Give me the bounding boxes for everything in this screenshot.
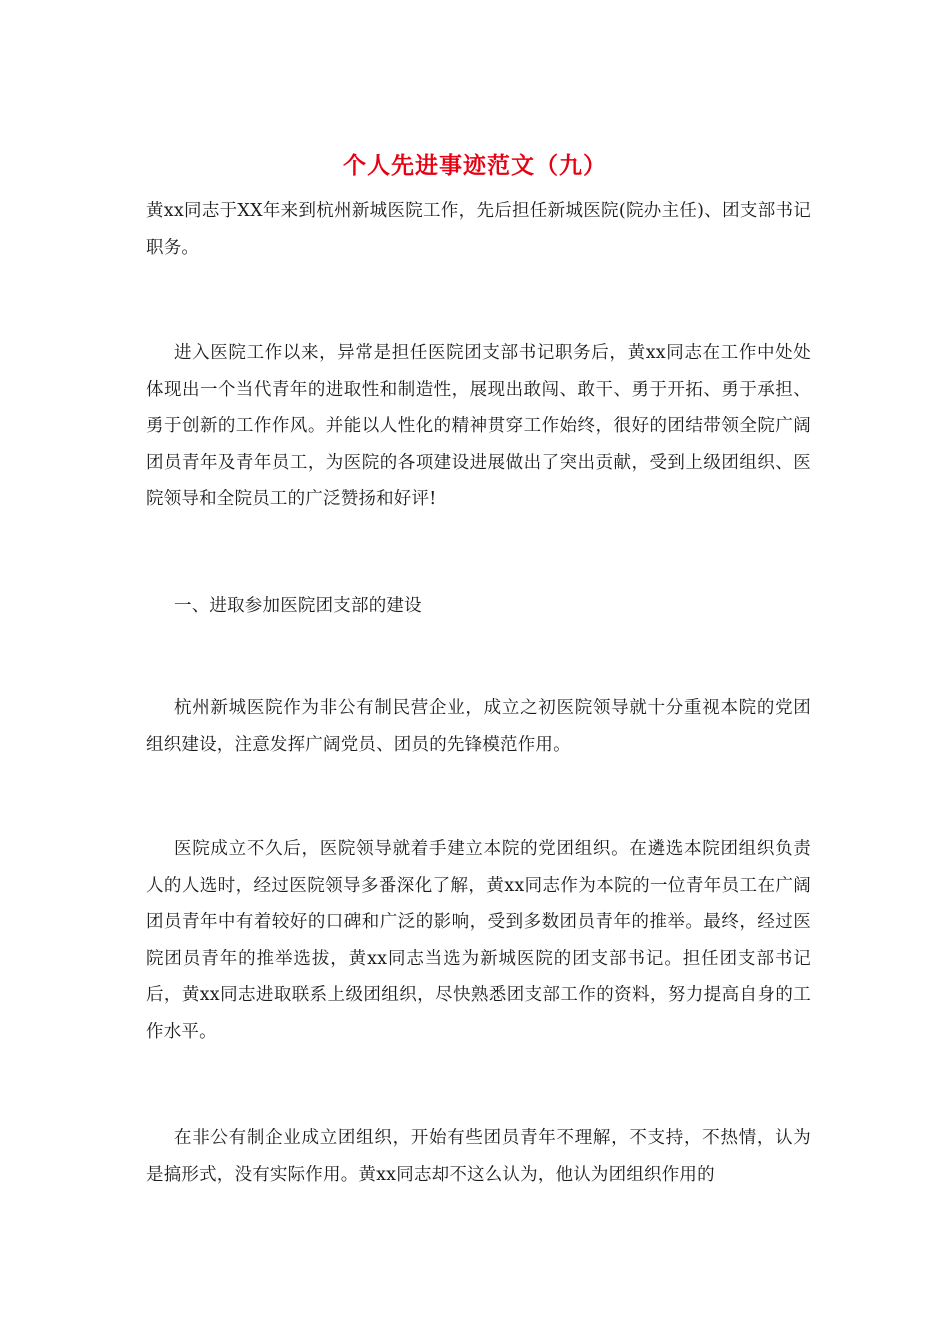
paragraph-overview: 进入医院工作以来，异常是担任医院团支部书记职务后，黄xx同志在工作中处处体现出一个当代青年的进取性和制造性，展现出敢闯、敢干、勇于开拓、勇于承担、勇于创新的工作作风。并能以人性化的精神贯穿工作始终，很好的团结带领全院广阔团员青年及青年员工，为医院的各项建设进展做出了突出贡献，受到上级团组织、医院领导和全院员工的广泛赞扬和好评! (146, 343, 811, 510)
section-heading-1: 一、进取参加医院团支部的建设 (174, 596, 422, 616)
document-title: 个人先进事迹范文（九） (343, 152, 607, 179)
paragraph-election: 医院成立不久后，医院领导就着手建立本院的党团组织。在遴选本院团组织负责人的人选时，经过医院领导多番深化了解，黄xx同志作为本院的一位青年员工在广阔团员青年中有着较好的口碑和广泛的影响，受到多数团员青年的推举。最终，经过医院团员青年的推举选拔，黄xx同志当选为新城医院的团支部书记。担任团支部书记后，黄xx同志进取联系上级团组织，尽快熟悉团支部工作的资料，努力提高自身的工作水平。 (146, 839, 811, 1042)
paragraph-attitude: 在非公有制企业成立团组织，开始有些团员青年不理解，不支持，不热情，认为是搞形式，没有实际作用。黄xx同志却不这么认为，他认为团组织作用的 (146, 1128, 811, 1185)
paragraph-hospital-background: 杭州新城医院作为非公有制民营企业，成立之初医院领导就十分重视本院的党团组织建设，注意发挥广阔党员、团员的先锋模范作用。 (146, 698, 811, 755)
paragraph-intro: 黄xx同志于XX年来到杭州新城医院工作，先后担任新城医院(院办主任)、团支部书记职务。 (146, 201, 811, 258)
